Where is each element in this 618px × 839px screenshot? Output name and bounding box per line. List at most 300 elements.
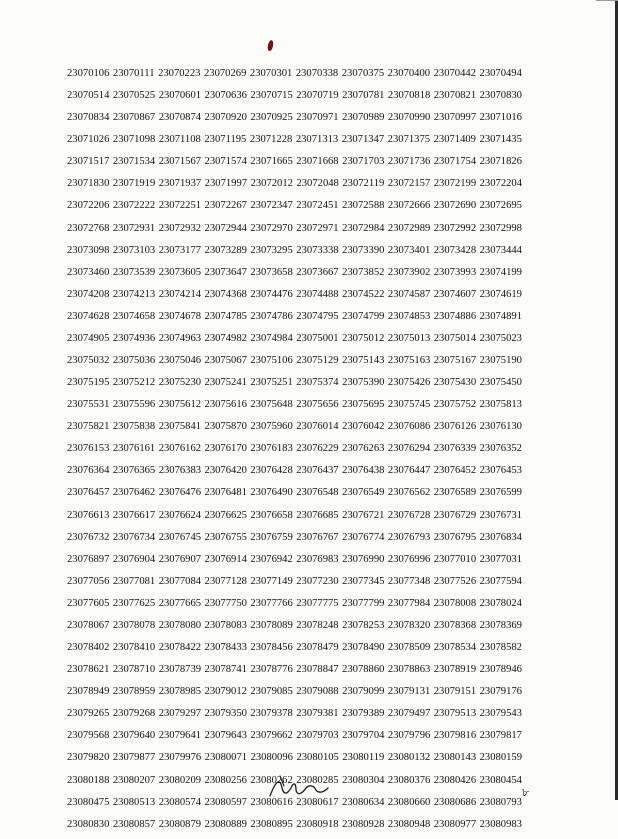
roll-number: 23074678	[158, 310, 202, 322]
number-row	[67, 706, 522, 728]
roll-number: 23070874	[158, 112, 202, 124]
roll-number: 23076983	[296, 553, 339, 565]
roll-number: 23073444	[479, 244, 522, 256]
roll-number: 23076731	[479, 509, 522, 521]
roll-number: 23076755	[204, 531, 247, 543]
roll-number: 23079497	[387, 708, 431, 720]
roll-number: 23073390	[342, 244, 385, 256]
roll-number: 23078776	[250, 664, 293, 676]
roll-number: 23076126	[433, 421, 477, 433]
roll-number: 23070715	[250, 90, 293, 102]
roll-number: 23072992	[433, 222, 477, 234]
roll-number: 23075230	[158, 377, 202, 389]
roll-number: 23079704	[342, 730, 385, 742]
roll-number: 23074905	[67, 332, 110, 344]
roll-number: 23077230	[296, 575, 339, 587]
roll-number: 23074199	[479, 266, 522, 278]
roll-number: 23080207	[112, 774, 156, 786]
roll-number: 23075648	[250, 399, 293, 411]
roll-number: 23076481	[204, 487, 247, 499]
roll-number: 23078024	[479, 597, 522, 609]
roll-number: 23076834	[479, 531, 522, 543]
roll-number: 23070867	[112, 112, 156, 124]
roll-number: 23070338	[295, 68, 339, 79]
roll-number: 23076625	[204, 509, 247, 521]
roll-number: 23075870	[204, 421, 247, 433]
roll-number: 23074522	[342, 288, 385, 300]
number-row	[67, 684, 522, 706]
roll-number: 23076774	[342, 531, 385, 543]
roll-number: 23075960	[250, 421, 293, 433]
roll-number: 23079176	[479, 686, 522, 698]
roll-number: 23070818	[387, 90, 431, 102]
roll-number: 23080660	[387, 796, 431, 808]
roll-number: 23076130	[479, 421, 522, 433]
number-row	[67, 397, 522, 419]
roll-number: 23079350	[204, 708, 247, 720]
number-row	[67, 375, 522, 397]
roll-number: 23076476	[158, 487, 202, 499]
roll-number: 23075032	[67, 355, 110, 367]
roll-number: 23075616	[204, 399, 247, 411]
roll-number: 23080879	[158, 818, 202, 830]
roll-number: 23074213	[112, 288, 156, 300]
roll-number: 23076549	[342, 487, 385, 499]
roll-number: 23071574	[204, 156, 247, 168]
roll-number: 23080426	[433, 774, 477, 786]
roll-number: 23072251	[158, 200, 202, 212]
roll-number: 23075390	[342, 377, 385, 389]
roll-number: 23079297	[158, 708, 202, 720]
roll-number: 23072451	[296, 200, 339, 212]
roll-number: 23070375	[341, 68, 385, 79]
roll-number: 23078534	[433, 642, 477, 654]
roll-number: 23077625	[112, 597, 156, 609]
roll-number: 23077348	[387, 575, 431, 587]
roll-number: 23073539	[112, 266, 156, 278]
roll-number: 23076624	[158, 509, 202, 521]
roll-number: 23078739	[158, 664, 202, 676]
roll-number: 23076014	[296, 421, 339, 433]
roll-number: 23076263	[342, 443, 385, 455]
roll-number: 23079796	[387, 730, 431, 742]
roll-number: 23079381	[296, 708, 339, 720]
roll-number: 23076086	[387, 421, 431, 433]
roll-number: 23076734	[112, 531, 156, 543]
roll-number: 23073338	[296, 244, 339, 256]
roll-number: 23075752	[433, 399, 477, 411]
roll-number: 23075251	[250, 377, 293, 389]
number-row	[67, 750, 522, 772]
roll-number: 23071026	[67, 134, 110, 146]
roll-number: 23076447	[387, 465, 431, 477]
roll-number: 23078248	[296, 619, 339, 631]
roll-number: 23079099	[342, 686, 385, 698]
roll-number: 23080159	[479, 752, 522, 764]
roll-number: 23074984	[250, 332, 293, 344]
roll-number: 23079640	[112, 730, 156, 742]
number-row	[67, 618, 522, 640]
page-number: ৮	[522, 787, 530, 799]
roll-number: 23080513	[112, 796, 156, 808]
roll-number: 23079378	[250, 708, 293, 720]
roll-number: 23079085	[250, 686, 293, 698]
roll-number: 23074619	[479, 288, 522, 300]
roll-number: 23072984	[342, 222, 385, 234]
roll-number: 23079513	[433, 708, 477, 720]
roll-number: 23075013	[387, 332, 431, 344]
roll-number: 23072157	[387, 178, 431, 190]
roll-number: 23073295	[250, 244, 293, 256]
roll-number: 23078253	[342, 619, 385, 631]
number-row	[67, 353, 522, 375]
roll-number: 23079131	[387, 686, 431, 698]
number-row	[67, 66, 522, 88]
roll-number: 23077345	[342, 575, 385, 587]
roll-number: 23070494	[479, 68, 522, 79]
roll-number: 23076490	[250, 487, 293, 499]
roll-number: 23080304	[342, 774, 385, 786]
number-row	[67, 574, 522, 596]
roll-number: 23075014	[433, 332, 477, 344]
roll-number: 23079568	[67, 730, 110, 742]
roll-number: 23071736	[387, 156, 431, 168]
roll-number-list	[67, 66, 522, 839]
roll-number: 23080830	[67, 818, 110, 830]
roll-number: 23075167	[433, 355, 477, 367]
handwritten-signature	[266, 774, 330, 800]
roll-number: 23076364	[67, 465, 110, 477]
roll-number: 23074368	[204, 288, 247, 300]
roll-number: 23075813	[479, 399, 522, 411]
roll-number: 23070525	[112, 90, 156, 102]
roll-number: 23078089	[250, 619, 293, 631]
roll-number: 23078847	[296, 664, 339, 676]
ink-mark	[267, 40, 274, 52]
roll-number: 23074891	[479, 310, 522, 322]
roll-number: 23072931	[112, 222, 156, 234]
roll-number: 23071534	[112, 156, 156, 168]
roll-number: 23076294	[387, 443, 431, 455]
roll-number: 23077605	[67, 597, 110, 609]
roll-number: 23078919	[433, 664, 477, 676]
roll-number: 23076452	[433, 465, 477, 477]
roll-number: 23074628	[67, 310, 110, 322]
roll-number: 23079817	[479, 730, 522, 742]
roll-number: 23071754	[433, 156, 477, 168]
roll-number: 23070269	[203, 68, 247, 79]
roll-number: 23076438	[342, 465, 385, 477]
roll-number: 23076658	[250, 509, 293, 521]
roll-number: 23073098	[67, 244, 110, 256]
roll-number: 23075001	[296, 332, 339, 344]
number-row	[67, 508, 522, 530]
roll-number: 23079012	[204, 686, 247, 698]
roll-number: 23075596	[112, 399, 156, 411]
roll-number: 23078959	[112, 686, 156, 698]
roll-number: 23072998	[479, 222, 522, 234]
roll-number: 23070821	[433, 90, 477, 102]
roll-number: 23070989	[342, 112, 385, 124]
roll-number: 23079662	[250, 730, 293, 742]
roll-number: 23077031	[479, 553, 522, 565]
roll-number: 23074886	[433, 310, 477, 322]
roll-number: 23072012	[250, 178, 293, 190]
roll-number: 23073993	[433, 266, 477, 278]
roll-number: 23076732	[67, 531, 110, 543]
roll-number: 23073658	[250, 266, 293, 278]
roll-number: 23075163	[387, 355, 431, 367]
roll-number: 23072206	[67, 200, 110, 212]
roll-number: 23076365	[112, 465, 156, 477]
roll-number: 23072204	[479, 178, 522, 190]
roll-number: 23070920	[204, 112, 247, 124]
roll-number: 23076548	[296, 487, 339, 499]
roll-number: 23078433	[204, 642, 247, 654]
roll-number: 23074963	[158, 332, 202, 344]
roll-number: 23071997	[204, 178, 248, 190]
roll-number: 23073667	[296, 266, 339, 278]
roll-number: 23071016	[479, 112, 522, 124]
roll-number: 23070781	[342, 90, 385, 102]
roll-number: 23080105	[296, 752, 339, 764]
roll-number: 23074476	[250, 288, 293, 300]
roll-number: 23075612	[158, 399, 202, 411]
roll-number: 23071703	[342, 156, 385, 168]
roll-number: 23070514	[67, 90, 110, 102]
roll-number: 23071435	[479, 134, 522, 146]
roll-number: 23080454	[479, 774, 522, 786]
number-row	[67, 463, 522, 485]
roll-number: 23075374	[296, 377, 339, 389]
roll-number: 23074607	[433, 288, 477, 300]
roll-number: 23071665	[250, 156, 293, 168]
roll-number: 23080143	[433, 752, 477, 764]
roll-number: 23079816	[433, 730, 477, 742]
roll-number: 23075143	[342, 355, 385, 367]
roll-number: 23080262	[250, 774, 293, 786]
roll-number: 23080895	[250, 818, 293, 830]
roll-number: 23072588	[342, 200, 385, 212]
roll-number: 23078402	[67, 642, 110, 654]
number-row	[67, 441, 522, 463]
roll-number: 23080475	[67, 796, 110, 808]
roll-number: 23079543	[479, 708, 522, 720]
roll-number: 23078490	[342, 642, 385, 654]
roll-number: 23078320	[387, 619, 431, 631]
roll-number: 23078368	[433, 619, 477, 631]
roll-number: 23074936	[112, 332, 156, 344]
roll-number: 23071567	[158, 156, 202, 168]
roll-number: 23074795	[296, 310, 339, 322]
roll-number: 23078067	[67, 619, 110, 631]
roll-number: 23078710	[112, 664, 156, 676]
roll-number: 23074658	[112, 310, 156, 322]
roll-number: 23080376	[387, 774, 431, 786]
roll-number: 23075023	[479, 332, 522, 344]
roll-number: 23078008	[433, 597, 477, 609]
roll-number: 23072267	[204, 200, 247, 212]
page-corner-line	[596, 0, 618, 9]
roll-number: 23070301	[249, 68, 293, 79]
roll-number: 23074208	[67, 288, 110, 300]
roll-number: 23072971	[296, 222, 339, 234]
roll-number: 23078860	[342, 664, 385, 676]
roll-number: 23070719	[296, 90, 339, 102]
roll-number: 23076161	[112, 443, 156, 455]
roll-number: 23076457	[67, 487, 110, 499]
roll-number: 23071098	[112, 134, 156, 146]
roll-number: 23073605	[158, 266, 202, 278]
roll-number: 23076745	[158, 531, 202, 543]
roll-number: 23079877	[112, 752, 156, 764]
roll-number: 23074587	[387, 288, 431, 300]
roll-number: 23071347	[341, 134, 385, 146]
roll-number: 23077799	[342, 597, 385, 609]
roll-number: 23070223	[158, 68, 201, 79]
roll-number: 23070925	[250, 112, 293, 124]
roll-number: 23079088	[296, 686, 339, 698]
roll-number: 23076352	[479, 443, 522, 455]
roll-number: 23070834	[67, 112, 110, 124]
roll-number: 23076617	[112, 509, 156, 521]
roll-number: 23075450	[479, 377, 522, 389]
roll-number: 23078582	[479, 642, 522, 654]
number-row	[67, 728, 522, 750]
roll-number: 23071919	[112, 178, 156, 190]
roll-number: 23078985	[158, 686, 202, 698]
roll-number: 23080686	[433, 796, 477, 808]
roll-number: 23076589	[433, 487, 477, 499]
roll-number: 23074786	[250, 310, 293, 322]
roll-number: 23070971	[296, 112, 339, 124]
roll-number: 23077010	[433, 553, 477, 565]
roll-number: 23071108	[158, 134, 201, 146]
roll-number: 23076562	[387, 487, 431, 499]
roll-number: 23073428	[433, 244, 477, 256]
roll-number: 23074799	[342, 310, 385, 322]
roll-number: 23075195	[67, 377, 110, 389]
roll-number: 23076793	[387, 531, 431, 543]
roll-number: 23075129	[296, 355, 339, 367]
roll-number: 23078741	[204, 664, 247, 676]
roll-number: 23079643	[204, 730, 247, 742]
roll-number: 23080983	[479, 818, 522, 830]
roll-number: 23072932	[158, 222, 202, 234]
roll-number: 23075838	[112, 421, 156, 433]
roll-number: 23075745	[387, 399, 431, 411]
roll-number: 23075426	[387, 377, 431, 389]
roll-number: 23075821	[67, 421, 110, 433]
roll-number: 23078479	[296, 642, 339, 654]
roll-number: 23080071	[204, 752, 248, 764]
number-row	[67, 221, 522, 243]
roll-number: 23077594	[479, 575, 522, 587]
roll-number: 23080285	[296, 774, 339, 786]
roll-number: 23079703	[296, 730, 339, 742]
roll-number: 23077128	[204, 575, 247, 587]
roll-number: 23076942	[250, 553, 293, 565]
number-row	[67, 88, 522, 110]
roll-number: 23080616	[250, 796, 293, 808]
roll-number: 23076229	[296, 443, 339, 455]
roll-number: 23077149	[250, 575, 293, 587]
roll-number: 23079389	[342, 708, 385, 720]
roll-number: 23072666	[387, 200, 431, 212]
roll-number: 23076914	[204, 553, 247, 565]
roll-number: 23070400	[387, 68, 431, 79]
roll-number: 23076042	[342, 421, 385, 433]
roll-number: 23076383	[158, 465, 202, 477]
roll-number: 23076996	[387, 553, 431, 565]
roll-number: 23079265	[67, 708, 110, 720]
roll-number: 23075046	[158, 355, 202, 367]
roll-number: 23077775	[296, 597, 339, 609]
roll-number: 23071195	[204, 134, 247, 146]
roll-number: 23072048	[296, 178, 339, 190]
roll-number: 23073103	[112, 244, 156, 256]
roll-number: 23077084	[158, 575, 202, 587]
roll-number: 23070997	[433, 112, 477, 124]
roll-number: 23079641	[158, 730, 202, 742]
roll-number: 23080793	[479, 796, 522, 808]
roll-number: 23071375	[387, 134, 431, 146]
number-row	[67, 485, 522, 507]
roll-number: 23076170	[204, 443, 247, 455]
roll-number: 23076795	[433, 531, 477, 543]
number-row	[67, 198, 522, 220]
roll-number: 23075012	[342, 332, 385, 344]
roll-number: 23076183	[250, 443, 293, 455]
roll-number: 23080918	[296, 818, 339, 830]
number-row	[67, 419, 522, 441]
roll-number: 23072119	[342, 178, 385, 190]
roll-number: 23071668	[296, 156, 339, 168]
roll-number: 23080597	[204, 796, 247, 808]
roll-number: 23070830	[479, 90, 522, 102]
roll-number: 23072222	[112, 200, 156, 212]
roll-number: 23076613	[67, 509, 110, 521]
roll-number: 23073647	[204, 266, 247, 278]
roll-number: 23080209	[158, 774, 202, 786]
roll-number: 23077766	[250, 597, 293, 609]
roll-number: 23075106	[250, 355, 293, 367]
number-row	[67, 530, 522, 552]
number-row	[67, 552, 522, 574]
roll-number: 23079820	[67, 752, 110, 764]
roll-number: 23079151	[433, 686, 477, 698]
number-row	[67, 154, 522, 176]
roll-number: 23079268	[112, 708, 156, 720]
roll-number: 23072690	[433, 200, 477, 212]
roll-number: 23070636	[204, 90, 247, 102]
roll-number: 23076153	[67, 443, 110, 455]
roll-number: 23076685	[296, 509, 339, 521]
roll-number: 23075430	[433, 377, 477, 389]
roll-number: 23075241	[204, 377, 247, 389]
number-row	[67, 662, 522, 684]
roll-number: 23080948	[387, 818, 431, 830]
roll-number: 23071830	[67, 178, 110, 190]
roll-number: 23078509	[387, 642, 431, 654]
roll-number: 23076990	[342, 553, 385, 565]
roll-number: 23078949	[67, 686, 110, 698]
number-row	[67, 287, 522, 309]
roll-number: 23078078	[112, 619, 156, 631]
roll-number: 23074488	[296, 288, 339, 300]
number-row	[67, 265, 522, 287]
roll-number: 23074853	[387, 310, 431, 322]
